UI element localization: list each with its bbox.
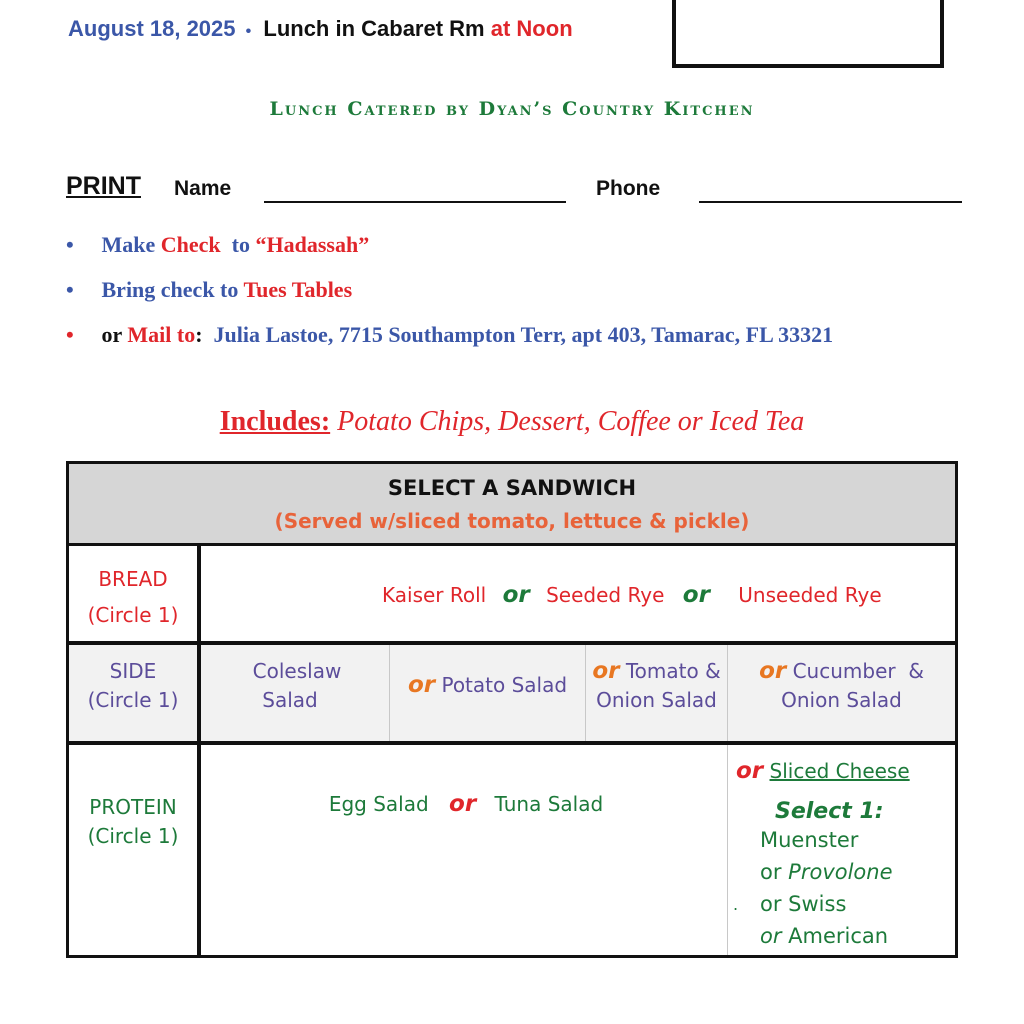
- protein-hint: (Circle 1): [87, 824, 179, 848]
- event-header: [68, 16, 573, 42]
- mailing-address: Julia Lastoe, 7715 Southampton Terr, apt 403, Tamarac, FL 33321: [213, 322, 834, 347]
- protein-label-cell: [69, 745, 201, 955]
- side-row: [69, 645, 955, 745]
- protein-row: [69, 745, 955, 955]
- cheese-american[interactable]: or American: [760, 924, 889, 948]
- option-coleslaw[interactable]: Coleslaw Salad: [252, 659, 342, 712]
- cheese-swiss[interactable]: or Swiss: [760, 892, 847, 916]
- cheese-options: [729, 745, 955, 955]
- menu-title: SELECT A SANDWICH: [387, 476, 637, 500]
- phone-field[interactable]: [699, 201, 962, 203]
- cheese-muenster[interactable]: Muenster: [760, 828, 859, 852]
- menu-subtitle: (Served w/sliced tomato, lettuce & pickle): [274, 509, 750, 533]
- option-unseeded-rye[interactable]: Unseeded Rye: [738, 583, 882, 607]
- office-use-box: [672, 0, 944, 68]
- bread-hint: (Circle 1): [87, 603, 179, 627]
- option-tuna-salad[interactable]: Tuna Salad: [494, 792, 604, 816]
- includes-items: Potato Chips, Dessert, Coffee or Iced Tea: [337, 406, 805, 437]
- side-label-cell: [69, 645, 201, 741]
- name-field[interactable]: [264, 201, 566, 203]
- bread-label-cell: [69, 546, 201, 641]
- list-item: • Make Check to “Hadassah”: [66, 232, 370, 257]
- includes-line: [0, 406, 1024, 438]
- menu-header: [69, 464, 955, 546]
- bread-options: Kaiser Roll or Seeded Rye or Unseeded Rye: [382, 582, 882, 608]
- event-location: Lunch in Cabaret Rm: [263, 16, 485, 41]
- caterer-title: Lunch Catered by Dyan’s Country Kitchen: [269, 98, 755, 120]
- option-sliced-cheese[interactable]: or Sliced Cheese: [736, 758, 910, 784]
- header-separator: •: [245, 23, 252, 40]
- list-item: • Bring check to Tues Tables: [66, 277, 353, 302]
- option-seeded-rye[interactable]: Seeded Rye: [546, 583, 665, 607]
- bread-row: [69, 546, 955, 645]
- bullet-icon: •: [66, 322, 74, 347]
- stray-dot: .: [733, 895, 739, 914]
- sandwich-menu-table: [66, 461, 958, 958]
- print-label: PRINT: [66, 172, 141, 200]
- cheese-provolone[interactable]: or Provolone: [760, 860, 893, 884]
- name-label: Name: [174, 177, 232, 200]
- cheese-select-label: Select 1:: [775, 799, 884, 824]
- event-date: August 18, 2025: [68, 16, 236, 41]
- option-cucumber-onion-salad[interactable]: or Cucumber & Onion Salad: [759, 658, 924, 712]
- protein-options: Egg Salad or Tuna Salad: [328, 791, 604, 817]
- phone-label: Phone: [596, 177, 661, 200]
- includes-label: Includes:: [219, 406, 331, 437]
- protein-label: PROTEIN: [89, 795, 177, 819]
- option-egg-salad[interactable]: Egg Salad: [328, 792, 429, 816]
- option-kaiser-roll[interactable]: Kaiser Roll: [382, 583, 487, 607]
- option-tomato-onion-salad[interactable]: or Tomato & Onion Salad: [592, 658, 721, 712]
- list-item: • or Mail to: Julia Lastoe, 7715 Southampton Terr, apt 403, Tamarac, FL 33321: [66, 322, 834, 347]
- payment-instructions: [66, 232, 833, 367]
- contact-form-row: [66, 172, 966, 206]
- option-potato-salad[interactable]: or Potato Salad: [407, 672, 568, 698]
- bullet-icon: •: [66, 277, 74, 302]
- bread-label: BREAD: [98, 567, 168, 591]
- event-time: at Noon: [490, 16, 573, 41]
- side-hint: (Circle 1): [87, 688, 179, 712]
- bullet-icon: •: [66, 232, 74, 257]
- side-label: SIDE: [109, 659, 157, 683]
